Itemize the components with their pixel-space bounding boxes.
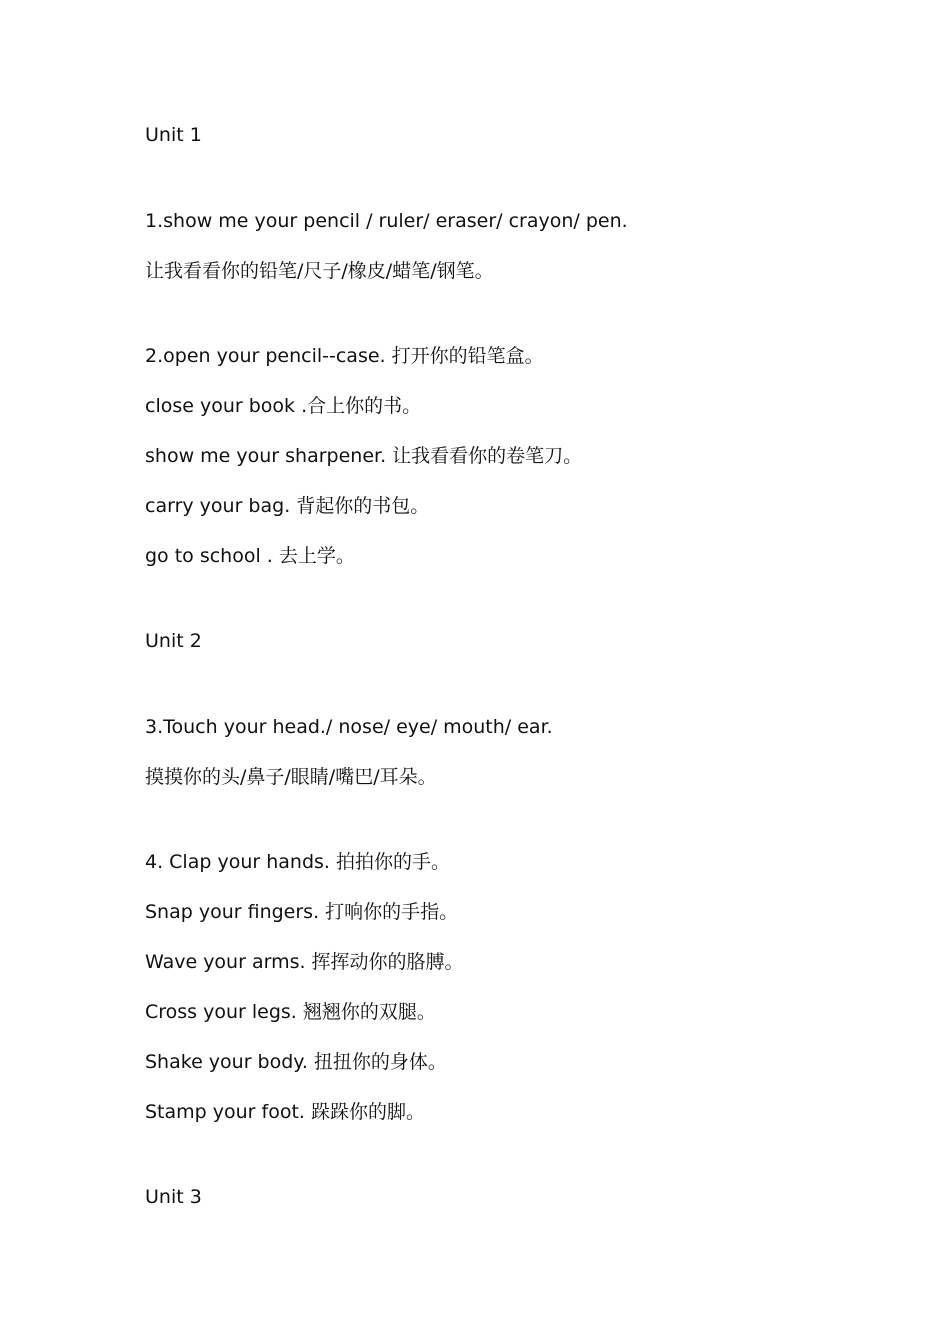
text-line: Stamp your foot. 跺跺你的脚。 xyxy=(145,1101,425,1123)
text-line: Snap your fingers. 打响你的手指。 xyxy=(145,901,459,923)
text-line: Shake your body. 扭扭你的身体。 xyxy=(145,1051,447,1073)
text-line: 3.Touch your head./ nose/ eye/ mouth/ ear. xyxy=(145,716,553,738)
text-line: Cross your legs. 翘翘你的双腿。 xyxy=(145,1001,436,1023)
text-line: close your book .合上你的书。 xyxy=(145,395,422,417)
text-line: 4. Clap your hands. 拍拍你的手。 xyxy=(145,851,450,873)
text-line: 1.show me your pencil / ruler/ eraser/ crayon/ pen. xyxy=(145,210,628,232)
text-line: 让我看看你的铅笔/尺子/橡皮/蜡笔/钢笔。 xyxy=(145,260,494,282)
text-line: carry your bag. 背起你的书包。 xyxy=(145,495,430,517)
text-line: 2.open your pencil--case. 打开你的铅笔盒。 xyxy=(145,345,544,367)
text-line: go to school . 去上学。 xyxy=(145,545,355,567)
text-line: show me your sharpener. 让我看看你的卷笔刀。 xyxy=(145,445,583,467)
section-heading-unit-1: Unit 1 xyxy=(145,124,202,146)
section-heading-unit-2: Unit 2 xyxy=(145,630,202,652)
text-line: 摸摸你的头/鼻子/眼睛/嘴巴/耳朵。 xyxy=(145,766,437,788)
text-line: Wave your arms. 挥挥动你的胳膊。 xyxy=(145,951,464,973)
section-heading-unit-3: Unit 3 xyxy=(145,1186,202,1208)
